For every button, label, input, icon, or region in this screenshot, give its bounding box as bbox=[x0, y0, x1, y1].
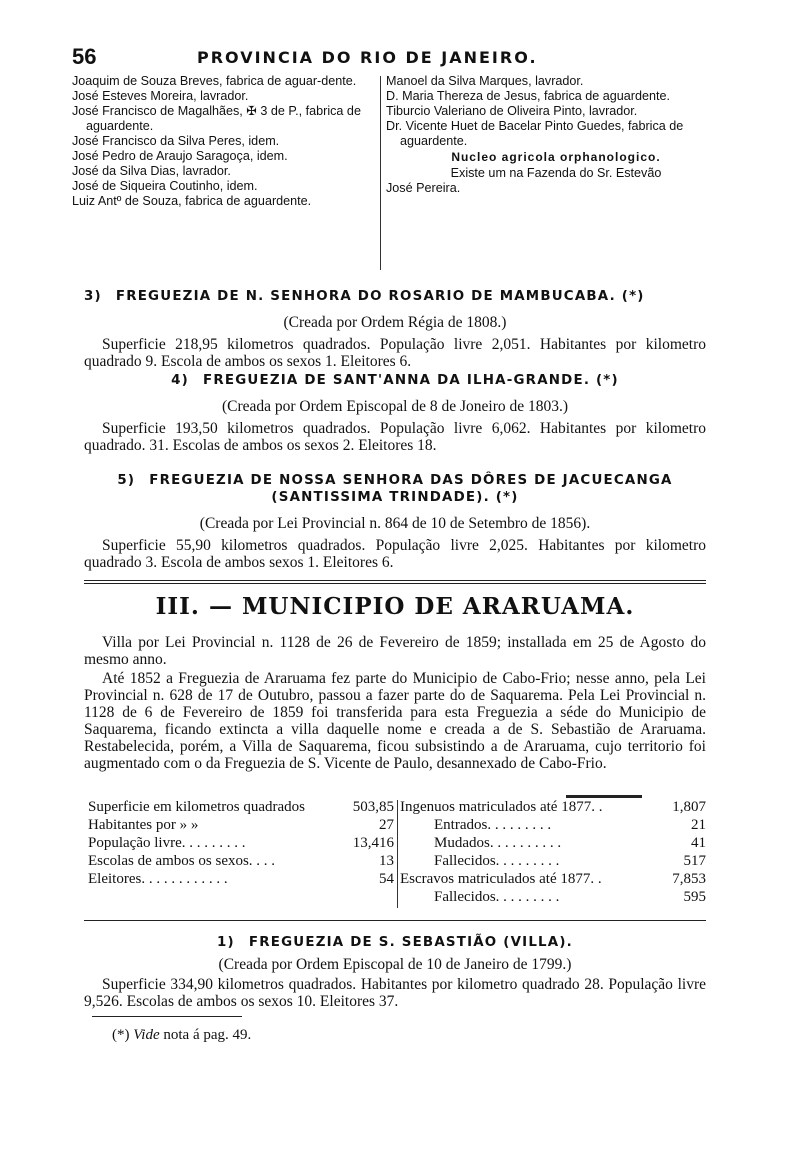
freguezia-5-section bbox=[84, 472, 706, 571]
stat-row bbox=[400, 816, 706, 834]
name-list-right bbox=[386, 74, 726, 196]
list-item: Luiz Antº de Souza, fabrica de aguardente. bbox=[72, 194, 312, 208]
stat-value: 595 bbox=[683, 889, 706, 905]
stats-left-column bbox=[88, 798, 394, 888]
stat-label: Fallecidos. . . . . . . . . bbox=[434, 889, 560, 905]
municipio-paragraph-2: Até 1852 a Freguezia de Araruama fez parte do Municipio de Cabo-Frio; nesse anno, pela Lei Provincial n. 628 de 17 de Outubro, passou a fazer parte do de Saquarema. Pela Lei Provincial n. 1128 de 6 de Fevereiro de 1859 foi transferida para esta Freguezia a séde do Municipio de Saquarema, ficando extincta a villa daquelle nome e creada a de S. Sebastião de Araruama. Restabelecida, porém, a Villa de Saquarema, ficou subsistindo a de Araruama, cujo territorio foi augmentado com o da Freguezia de S. Vicente de Paulo, desannexado de Cabo-Frio. bbox=[84, 670, 706, 772]
stat-label: Escolas de ambos os sexos. . . . bbox=[88, 853, 276, 869]
municipio-title: III. — MUNICIPIO DE ARARUAMA. bbox=[155, 593, 635, 620]
list-item: José Francisco de Magalhães, ✠ 3 de P., fabrica de aguardente. bbox=[72, 104, 361, 133]
freguezia-villa-section bbox=[84, 934, 706, 1010]
name-list-columns bbox=[72, 74, 722, 274]
stat-row bbox=[400, 834, 706, 852]
list-item: D. Maria Thereza de Jesus, fabrica de aguardente. bbox=[386, 89, 670, 103]
section-rule bbox=[84, 583, 706, 584]
stat-label: Fallecidos. . . . . . . . . bbox=[434, 853, 560, 869]
list-item: José Francisco da Silva Peres, idem. bbox=[72, 134, 280, 148]
freguezia-villa-heading bbox=[84, 934, 706, 951]
list-item: Dr. Vicente Huet de Bacelar Pinto Guedes, fabrica de aguardente. bbox=[386, 119, 684, 148]
footnote bbox=[112, 1027, 251, 1044]
stats-divider bbox=[397, 800, 398, 908]
stat-value: 13,416 bbox=[352, 835, 394, 851]
stat-label: População livre. . . . . . . . . bbox=[88, 835, 246, 851]
stat-label: Eleitores. . . . . . . . . . . . bbox=[88, 871, 228, 887]
footnote-text: nota á pag. 49. bbox=[163, 1027, 252, 1043]
stat-row bbox=[88, 870, 394, 888]
stat-label: Entrados. . . . . . . . . bbox=[434, 817, 552, 833]
freguezia-4-title: FREGUEZIA DE SANT'ANNA DA ILHA-GRANDE. (*) bbox=[203, 373, 619, 388]
freguezia-4-heading bbox=[84, 372, 706, 389]
stat-label: Superficie em kilometros quadrados bbox=[88, 799, 306, 815]
name-list-left bbox=[72, 74, 380, 209]
list-item: José Esteves Moreira, lavrador. bbox=[72, 89, 249, 103]
stat-label: Habitantes por » » bbox=[88, 817, 199, 833]
list-item: Existe um na Fazenda do Sr. Estevão bbox=[450, 166, 662, 180]
stat-label: Escravos matriculados até 1877. . bbox=[400, 871, 602, 887]
nucleo-subheading: Nucleo agricola orphanologico. bbox=[451, 150, 661, 164]
freguezia-3-creada: (Creada por Ordem Régia de 1808.) bbox=[283, 314, 507, 331]
stat-label: Mudados. . . . . . . . . . bbox=[434, 835, 562, 851]
freguezia-3-heading bbox=[84, 288, 706, 305]
stat-row bbox=[400, 870, 706, 888]
list-item: Tiburcio Valeriano de Oliveira Pinto, lavrador. bbox=[386, 104, 638, 118]
footnote-vide: Vide bbox=[133, 1027, 160, 1043]
stat-value: 517 bbox=[683, 853, 706, 869]
stat-row bbox=[88, 816, 394, 834]
freguezia-5-heading bbox=[84, 472, 706, 506]
freguezia-3-title: FREGUEZIA DE N. SENHORA DO ROSARIO DE MAMBUCABA. (*) bbox=[115, 289, 645, 304]
freguezia-3-text: Superficie 218,95 kilometros quadrados. População livre 2,051. Habitantes por kilometro quadrado 9. Escola de ambos os sexos 1. Eleitores 6. bbox=[84, 336, 706, 370]
freguezia-4-creada: (Creada por Ordem Episcopal de 8 de Joneiro de 1803.) bbox=[221, 398, 569, 415]
stat-value: 21 bbox=[691, 817, 706, 833]
list-item: Joaquim de Souza Breves, fabrica de aguar-dente. bbox=[72, 74, 357, 88]
stat-value: 1,807 bbox=[672, 799, 706, 815]
stat-row bbox=[88, 834, 394, 852]
freguezia-4-section bbox=[84, 372, 706, 454]
stat-row bbox=[400, 852, 706, 870]
stat-label: Ingenuos matriculados até 1877. . bbox=[400, 799, 603, 815]
stat-row bbox=[88, 798, 394, 816]
footnote-rule bbox=[92, 1016, 242, 1017]
stat-value: 27 bbox=[379, 817, 394, 833]
stat-value: 54 bbox=[379, 871, 394, 887]
stat-value: 13 bbox=[379, 853, 394, 869]
list-item: José de Siqueira Coutinho, idem. bbox=[72, 179, 258, 193]
list-item: José Pereira. bbox=[386, 181, 461, 195]
freguezia-5-text: Superficie 55,90 kilometros quadrados. População livre 2,025. Habitantes por kilometro quadrado 3. Escola de ambos sexos 1. Eleitores 6. bbox=[84, 537, 706, 571]
freguezia-3-number: 3) bbox=[84, 289, 102, 304]
freguezia-4-text: Superficie 193,50 kilometros quadrados. População livre 6,062. Habitantes por kilometro quadrado. 31. Escolas de ambos os sexos 2. Eleitores 18. bbox=[84, 420, 706, 454]
stat-row bbox=[400, 798, 706, 816]
freguezia-5-number: 5) bbox=[117, 473, 136, 488]
freguezia-5-creada: (Creada por Lei Provincial n. 864 de 10 de Setembro de 1856). bbox=[199, 515, 591, 532]
running-title: PROVINCIA DO RIO DE JANEIRO. bbox=[197, 48, 538, 67]
list-item: José da Silva Dias, lavrador. bbox=[72, 164, 231, 178]
stat-row bbox=[88, 852, 394, 870]
stat-row bbox=[400, 888, 706, 906]
municipio-text bbox=[84, 632, 706, 772]
section-rule bbox=[84, 580, 706, 581]
list-item: Manoel da Silva Marques, lavrador. bbox=[386, 74, 584, 88]
freguezia-villa-title: FREGUEZIA DE S. SEBASTIÃO (VILLA). bbox=[248, 935, 573, 950]
stats-right-column bbox=[400, 798, 706, 906]
freguezia-villa-number: 1) bbox=[217, 935, 235, 950]
freguezia-villa-text: Superficie 334,90 kilometros quadrados. Habitantes por kilometro quadrado 28. População livre 9,526. Escolas de ambos os sexos 10. Eleitores 37. bbox=[84, 976, 706, 1010]
municipio-paragraph-1: Villa por Lei Provincial n. 1128 de 26 de Fevereiro de 1859; installada em 25 de Agosto do mesmo anno. bbox=[84, 634, 706, 668]
page-number: 56 bbox=[72, 44, 97, 69]
section-rule bbox=[84, 920, 706, 921]
footnote-mark: (*) bbox=[112, 1027, 130, 1043]
freguezia-villa-creada: (Creada por Ordem Episcopal de 10 de Janeiro de 1799.) bbox=[218, 956, 572, 973]
municipio-statistics bbox=[88, 798, 708, 913]
stat-value: 7,853 bbox=[672, 871, 706, 887]
freguezia-5-title: FREGUEZIA DE NOSSA SENHORA DAS DÔRES DE JACUECANGA (SANTISSIMA TRINDADE). (*) bbox=[149, 473, 673, 505]
stat-value: 503,85 bbox=[352, 799, 394, 815]
column-divider bbox=[380, 76, 381, 270]
freguezia-3-section bbox=[84, 288, 706, 370]
freguezia-4-number: 4) bbox=[171, 373, 189, 388]
page-header bbox=[72, 44, 722, 70]
list-item: José Pedro de Araujo Saragoça, idem. bbox=[72, 149, 288, 163]
stat-value: 41 bbox=[691, 835, 706, 851]
